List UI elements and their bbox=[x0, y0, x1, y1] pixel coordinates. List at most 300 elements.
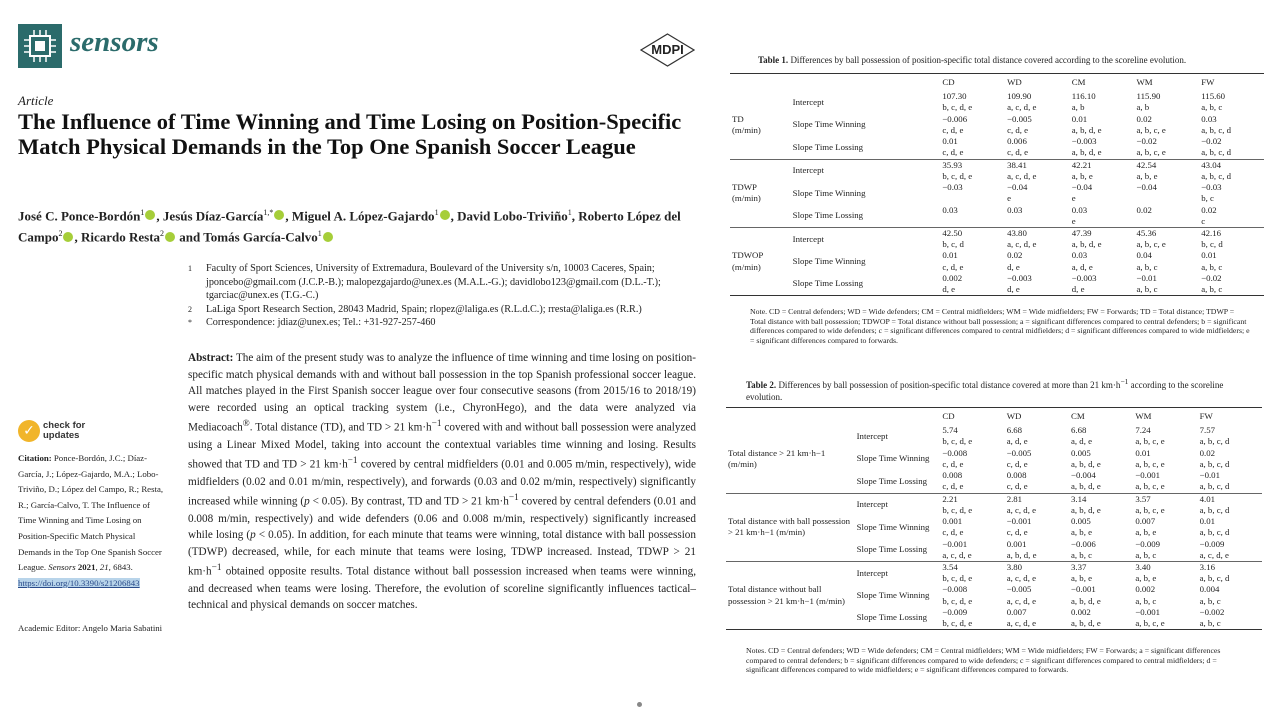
cell-significance: a, b, c bbox=[1071, 549, 1093, 560]
table-cell bbox=[1135, 136, 1200, 159]
cell-value: −0.005 bbox=[1006, 584, 1032, 595]
cell-significance: b, c, d, e bbox=[942, 618, 973, 629]
author-separator: and bbox=[176, 229, 204, 245]
table-cell bbox=[1070, 136, 1135, 159]
table-column-header: FW bbox=[1199, 411, 1213, 421]
cell-significance: a, b, c, d bbox=[1199, 458, 1230, 469]
abstract-text: . Total distance (TD), and TD > 21 km·h bbox=[249, 422, 432, 435]
table-cell bbox=[1005, 470, 1069, 493]
cell-significance: a, b, d, e bbox=[1071, 481, 1101, 492]
cell-value: 7.24 bbox=[1135, 425, 1151, 436]
table-cell bbox=[1069, 539, 1133, 562]
table2 bbox=[726, 407, 1262, 630]
cell-significance: a, b, c bbox=[1201, 284, 1223, 295]
abstract-text: covered by central defenders (0.01 and 0.008 m/min, respectively) and wide defenders (0.06 and 0.008 m/min, respectively) significantly increased while losing ( bbox=[188, 495, 696, 542]
table-group-label: Total distance without ball possession > 21 km·h−1 (m/min) bbox=[726, 561, 855, 629]
cell-value: 0.01 bbox=[1201, 250, 1217, 261]
author-list bbox=[18, 204, 698, 247]
table-header-empty bbox=[726, 408, 855, 426]
cell-value: 0.01 bbox=[942, 250, 958, 261]
author-name: David Lobo-Triviño bbox=[457, 208, 568, 224]
table-column-header: CD bbox=[942, 77, 955, 87]
cell-value: −0.001 bbox=[1006, 516, 1032, 527]
cell-value: 0.01 bbox=[1135, 447, 1151, 458]
cell-value: −0.009 bbox=[942, 606, 968, 617]
cell-value: −0.01 bbox=[1136, 272, 1157, 283]
table-cell bbox=[940, 470, 1004, 493]
table-column-header: CD bbox=[942, 411, 955, 421]
affiliation-mark: * bbox=[188, 318, 192, 328]
cell-value: −0.009 bbox=[1199, 538, 1225, 549]
table-cell bbox=[1198, 448, 1262, 471]
table-group-label: TD (m/min) bbox=[732, 113, 761, 135]
abstract-text: The aim of the present study was to analyze the influence of time winning and time losing on position-specific match physical demands with and without ball possession in the top Spanish professional soccer league. All matches played in the First Spanish soccer league over four consecutive seasons (from 2015/16 to 2018/19) were recorded using an optical tracking system (i.e., ChyronHego), and the data were analyzed via Mediacoach bbox=[188, 352, 696, 435]
author-affiliation-mark: 2 bbox=[160, 229, 165, 239]
orcid-icon[interactable] bbox=[145, 210, 155, 220]
cell-significance: a, b, c, e bbox=[1135, 504, 1165, 515]
table-cell bbox=[1133, 539, 1197, 562]
cell-significance: c, d, e bbox=[1006, 527, 1028, 538]
cell-value: 43.04 bbox=[1201, 159, 1222, 170]
author-name: Miguel A. López-Gajardo bbox=[291, 208, 435, 224]
table-cell bbox=[1135, 182, 1200, 205]
table-row bbox=[726, 425, 1262, 448]
cell-significance: a, b, c, e bbox=[1136, 147, 1166, 158]
cell-value: 0.006 bbox=[1007, 136, 1027, 147]
table-cell bbox=[1069, 516, 1133, 539]
check-for-updates-icon[interactable]: ✓ bbox=[18, 420, 40, 442]
cell-significance: b, c, d bbox=[1201, 239, 1223, 250]
cell-significance: a, b, c, e bbox=[1135, 618, 1165, 629]
cell-significance: a, b bbox=[1071, 102, 1085, 113]
table-header-empty bbox=[730, 74, 791, 92]
cell-significance bbox=[1137, 193, 1198, 204]
cell-significance: b, c, d, e bbox=[942, 573, 973, 584]
table-column-header: WM bbox=[1136, 77, 1153, 87]
cell-significance: a, b, c, d bbox=[1201, 170, 1232, 181]
abstract-text: obtained opposite results. Total distance without ball possession increased when teams were winning, and decreased when teams were losing. Therefore, the evolution of scoreline significantly influences tactical–technical and physical demands on soccer matches. bbox=[188, 566, 696, 612]
cell-value: 3.40 bbox=[1135, 561, 1151, 572]
cell-significance: a, b, c, d bbox=[1199, 504, 1230, 515]
table-cell bbox=[1005, 539, 1069, 562]
cell-significance: b, c, d, e bbox=[942, 504, 973, 515]
cell-value: 2.21 bbox=[942, 493, 958, 504]
cell-value: 115.90 bbox=[1136, 91, 1161, 102]
table-cell bbox=[1199, 182, 1264, 205]
cell-significance: a, b, c, d bbox=[1201, 147, 1232, 158]
affiliation bbox=[188, 316, 698, 330]
cell-value: −0.02 bbox=[1201, 272, 1222, 283]
cell-value: 0.01 bbox=[1071, 113, 1088, 124]
cell-significance: a, b, c, e bbox=[1135, 458, 1165, 469]
cell-value: 3.57 bbox=[1135, 493, 1151, 504]
cell-value: 0.02 bbox=[1136, 113, 1152, 124]
table-row bbox=[730, 273, 1264, 296]
table-cell bbox=[940, 227, 1005, 250]
article-type: Article bbox=[18, 93, 54, 108]
cell-significance: a, b, e bbox=[1071, 170, 1093, 181]
cell-value: 43.80 bbox=[1007, 227, 1027, 238]
cell-value: 42.21 bbox=[1071, 159, 1092, 170]
cell-value: −0.005 bbox=[1006, 447, 1032, 458]
cell-value: 0.001 bbox=[942, 516, 963, 527]
citation-year: 2021 bbox=[75, 562, 96, 573]
cell-significance: e bbox=[1071, 193, 1076, 204]
table-cell bbox=[1005, 273, 1070, 296]
abstract-italic-p: p bbox=[250, 529, 256, 542]
table-group-label: Total distance with ball possession > 21 km·h−1 (m/min) bbox=[726, 493, 855, 561]
abstract-text: covered with and without ball possession were analyzed using a Linear Mixed Model, taking into account the contextual variables time winning and losing. Results showed that TD and TD > 21 km·h bbox=[188, 422, 696, 472]
cell-value: 0.04 bbox=[1136, 250, 1152, 261]
sensors-logo-icon bbox=[18, 24, 62, 68]
cell-significance: c, d, e bbox=[942, 458, 964, 469]
table-term: Intercept bbox=[791, 159, 941, 182]
table-row bbox=[730, 205, 1264, 228]
cell-significance: a, b, e bbox=[1071, 573, 1093, 584]
table-cell bbox=[940, 425, 1004, 448]
table-term: Slope Time Winning bbox=[792, 119, 866, 130]
table-cell bbox=[1005, 159, 1070, 182]
cell-significance: a, c, d, e bbox=[1006, 618, 1036, 629]
cell-value: 42.50 bbox=[942, 227, 963, 238]
table-cell bbox=[940, 448, 1004, 471]
cell-significance: a, b, c, d bbox=[1199, 527, 1230, 538]
table-term: Slope Time Winning bbox=[792, 187, 866, 198]
cell-significance: a, b, e bbox=[1136, 170, 1158, 181]
cell-value: −0.006 bbox=[942, 113, 968, 124]
cell-significance bbox=[1007, 216, 1068, 227]
cell-significance: a, c, d, e bbox=[1007, 102, 1037, 113]
table1-label: Table 1. bbox=[758, 55, 789, 65]
cell-significance: c bbox=[1201, 215, 1206, 226]
cell-value: −0.005 bbox=[1007, 113, 1032, 124]
table-cell bbox=[1069, 493, 1133, 516]
table-cell bbox=[1069, 584, 1133, 607]
article-title: The Influence of Time Winning and Time Losing on Position-Specific Match Physical Demands in the Top One Spanish Soccer League bbox=[18, 109, 682, 159]
table-term: Slope Time Winning bbox=[856, 589, 930, 600]
cell-value: 0.03 bbox=[942, 204, 958, 215]
cell-significance: a, b, c, e bbox=[1135, 481, 1165, 492]
cell-value: −0.008 bbox=[942, 447, 968, 458]
affiliation-text: LaLiga Sport Research Section, 28043 Madrid, Spain; rlopez@laliga.es (R.L.d.C.); rresta@laliga.es (R.R.) bbox=[206, 303, 642, 315]
abstract-superscript: −1 bbox=[347, 456, 358, 467]
cell-significance: c, d, e bbox=[942, 261, 964, 272]
table-cell bbox=[1005, 448, 1069, 471]
cell-significance: a, b, c bbox=[1135, 595, 1157, 606]
table-row bbox=[730, 250, 1264, 273]
cell-significance: a, b, e bbox=[1071, 527, 1093, 538]
cell-value: −0.008 bbox=[942, 584, 968, 595]
table1 bbox=[730, 73, 1264, 296]
cell-value: 2.81 bbox=[1006, 493, 1023, 504]
orcid-icon[interactable] bbox=[323, 232, 333, 242]
table-cell bbox=[940, 91, 1005, 114]
cell-value: −0.03 bbox=[1201, 182, 1222, 193]
cell-value: −0.003 bbox=[1071, 136, 1097, 147]
table-cell bbox=[940, 273, 1005, 296]
table2-caption bbox=[746, 376, 1246, 403]
affiliation-mark: 1 bbox=[188, 264, 192, 273]
cell-value: −0.001 bbox=[1135, 470, 1161, 481]
cell-value: 0.03 bbox=[1201, 113, 1217, 124]
cell-significance: a, c, d, e bbox=[1007, 239, 1037, 250]
cell-significance: a, b, c bbox=[1201, 261, 1223, 272]
table-cell bbox=[940, 114, 1005, 137]
citation-pages: , 6843. bbox=[108, 562, 133, 573]
table-cell bbox=[1135, 114, 1200, 137]
cell-significance: c, d, e bbox=[942, 527, 964, 538]
cell-value: 0.02 bbox=[1007, 250, 1023, 261]
cell-value: 0.02 bbox=[1199, 447, 1216, 458]
table-cell bbox=[1069, 470, 1133, 493]
table-term: Slope Time Lossing bbox=[792, 141, 864, 152]
abstract-superscript: −1 bbox=[211, 563, 222, 574]
cell-significance: e bbox=[1007, 193, 1011, 204]
cell-significance: a, b, d, e bbox=[1071, 124, 1102, 135]
table-cell bbox=[1070, 182, 1135, 205]
table-cell bbox=[940, 493, 1004, 516]
cell-value: −0.002 bbox=[1199, 606, 1225, 617]
cell-significance: b, c, d, e bbox=[942, 436, 973, 447]
cell-value: −0.001 bbox=[1135, 606, 1161, 617]
cell-value: 42.54 bbox=[1136, 159, 1157, 170]
table-row bbox=[730, 136, 1264, 159]
table-cell bbox=[1005, 136, 1070, 159]
page-indicator-dot[interactable] bbox=[637, 702, 642, 707]
author-affiliation-mark: 1 bbox=[317, 229, 322, 239]
cell-value: 0.008 bbox=[942, 470, 963, 481]
cell-significance: c, d, e bbox=[1006, 458, 1028, 469]
table-cell bbox=[1135, 205, 1200, 228]
citation-doi-link[interactable]: https://doi.org/10.3390/s21206843 bbox=[18, 577, 140, 588]
cell-significance: c, d, e bbox=[1007, 147, 1029, 158]
table-term: Slope Time Lossing bbox=[856, 544, 928, 555]
cell-significance: a, b, d, e bbox=[1071, 618, 1101, 629]
table-cell bbox=[1199, 205, 1264, 228]
cell-significance: a, c, d, e bbox=[1006, 504, 1036, 515]
table-cell bbox=[1070, 159, 1135, 182]
table-cell bbox=[1070, 227, 1135, 250]
cell-value: −0.001 bbox=[1071, 584, 1096, 595]
author-name: Jesús Díaz-García bbox=[162, 208, 264, 224]
cell-significance: a, b, c bbox=[1136, 284, 1158, 295]
cell-value: −0.01 bbox=[1199, 470, 1220, 481]
table-cell bbox=[940, 539, 1004, 562]
table-cell bbox=[1005, 227, 1070, 250]
table-cell bbox=[1005, 91, 1070, 114]
cell-significance: a, b, c bbox=[1201, 102, 1223, 113]
table-term: Slope Time Lossing bbox=[792, 210, 864, 221]
cell-value: 0.004 bbox=[1199, 584, 1220, 595]
cell-value: −0.03 bbox=[942, 182, 963, 193]
table-term: Slope Time Lossing bbox=[792, 278, 864, 289]
cell-significance: a, c, d, e bbox=[1006, 573, 1036, 584]
abstract-superscript: −1 bbox=[431, 419, 442, 430]
abstract-superscript: −1 bbox=[508, 493, 519, 504]
cell-value: 116.10 bbox=[1071, 91, 1096, 102]
table-row bbox=[730, 114, 1264, 137]
table-cell bbox=[1005, 182, 1070, 205]
table-group-label: TDWOP (m/min) bbox=[730, 227, 791, 295]
cell-significance: a, b, d, e bbox=[1071, 239, 1102, 250]
table-cell bbox=[1069, 425, 1133, 448]
cell-significance: a, b, e bbox=[1135, 573, 1157, 584]
cell-significance: b, c, d bbox=[942, 239, 964, 250]
cell-significance bbox=[942, 193, 1003, 204]
table-cell bbox=[940, 561, 1004, 584]
citation-text: Ponce-Bordón, J.C.; Díaz-García, J.; López-Gajardo, M.A.; Lobo-Triviño, D.; López del Campo, R.; Resta, R.; García-Calvo, T. The Influence of Time Winning and Time Losing on Position-Specific Match Physical Demands in the Top One Spanish Soccer League. bbox=[18, 453, 164, 573]
table-row bbox=[730, 227, 1264, 250]
orcid-icon[interactable] bbox=[63, 232, 73, 242]
cell-significance: d, e bbox=[942, 284, 956, 295]
cell-significance: a, c, d, e bbox=[1007, 170, 1037, 181]
table-cell bbox=[1069, 448, 1133, 471]
cell-significance: a, b, d, e bbox=[1071, 504, 1101, 515]
table-cell bbox=[1005, 493, 1069, 516]
cell-value: −0.04 bbox=[1136, 182, 1157, 193]
cell-significance: a, b, c, e bbox=[1136, 124, 1166, 135]
cell-value: 6.68 bbox=[1071, 425, 1087, 436]
table2-caption-text-end: according to the scoreline evolution. bbox=[746, 380, 1224, 402]
cell-significance: d, e bbox=[1071, 284, 1085, 295]
cell-value: −0.04 bbox=[1007, 182, 1028, 193]
table-term: Slope Time Lossing bbox=[856, 612, 928, 623]
table-column-header: WD bbox=[1006, 411, 1022, 421]
table-cell bbox=[1069, 561, 1133, 584]
table-cell bbox=[1135, 159, 1200, 182]
table-cell bbox=[1133, 470, 1197, 493]
table-cell bbox=[940, 205, 1005, 228]
cell-value: 0.002 bbox=[942, 272, 963, 283]
table-cell bbox=[1005, 205, 1070, 228]
table-cell bbox=[1135, 250, 1200, 273]
table-cell bbox=[1198, 607, 1262, 630]
cell-value: 3.16 bbox=[1199, 561, 1216, 572]
table-cell bbox=[1199, 159, 1264, 182]
cell-value: −0.02 bbox=[1201, 136, 1222, 147]
cell-significance: a, b, d, e bbox=[1071, 458, 1101, 469]
table-cell bbox=[1070, 273, 1135, 296]
cell-value: 38.41 bbox=[1007, 159, 1027, 170]
table-cell bbox=[1070, 114, 1135, 137]
table-cell bbox=[940, 159, 1005, 182]
table-cell bbox=[940, 607, 1004, 630]
table-cell bbox=[1005, 607, 1069, 630]
abstract-text: < 0.05). By contrast, TD and TD > 21 km·h bbox=[309, 495, 509, 508]
table-row bbox=[730, 91, 1264, 114]
cell-significance: a, b, c, e bbox=[1135, 436, 1165, 447]
mdpi-logo-text: MDPI bbox=[651, 42, 684, 57]
cell-value: 0.03 bbox=[1071, 204, 1088, 215]
author-name: Tomás García-Calvo bbox=[203, 229, 318, 245]
table-cell bbox=[1199, 250, 1264, 273]
table-term: Slope Time Winning bbox=[792, 255, 866, 266]
table-group-label: Total distance > 21 km·h−1 (m/min) bbox=[728, 447, 826, 469]
abstract-italic-p: p bbox=[304, 495, 310, 508]
table-cell bbox=[1070, 205, 1135, 228]
table-cell bbox=[1133, 607, 1197, 630]
table-cell bbox=[1198, 561, 1262, 584]
cell-value: 0.002 bbox=[1071, 606, 1091, 617]
cell-value: 35.93 bbox=[942, 159, 963, 170]
cell-significance: c, d, e bbox=[942, 147, 964, 158]
cell-value: 0.01 bbox=[942, 136, 958, 147]
cell-significance: a, d, e bbox=[1071, 261, 1093, 272]
check-for-updates-link[interactable] bbox=[43, 421, 85, 441]
table-cell bbox=[1198, 584, 1262, 607]
table-cell bbox=[1199, 114, 1264, 137]
cell-value: −0.003 bbox=[1007, 272, 1032, 283]
table-cell bbox=[1133, 448, 1197, 471]
citation-label: Citation: bbox=[18, 453, 52, 463]
table-cell bbox=[1198, 470, 1262, 493]
table-row bbox=[726, 561, 1262, 584]
cell-significance: a, b, c, d bbox=[1199, 481, 1230, 492]
table1-caption-text: Differences by ball possession of position-specific total distance covered according to the scoreline evolution. bbox=[788, 55, 1187, 65]
table2-note: Notes. CD = Central defenders; WD = Wide defenders; CM = Central midfielders; WM = Wide midfielders; FW = Forwards; a = significant differences compared to central defenders; b = significant differences compared to wide defenders; c = significant differences compared to central midfielders; d = significant differences compared to wide midfielders; e = significant differences compared to forwards. bbox=[746, 646, 1221, 675]
cell-significance: a, c, d, e bbox=[1199, 549, 1229, 560]
cell-value: 0.03 bbox=[1071, 250, 1088, 261]
abstract-text: < 0.05). In addition, for each minute that teams were winning, total distance with ball possession (TDWP) decreased, while, for each minute that teams were losing, TDWP increased. Instead, TDWP > 21 km·h bbox=[188, 529, 696, 579]
orcid-icon[interactable] bbox=[440, 210, 450, 220]
cell-value: 0.007 bbox=[1006, 606, 1027, 617]
table-cell bbox=[1133, 516, 1197, 539]
table-cell bbox=[1069, 607, 1133, 630]
table2-caption-sup: −1 bbox=[1120, 377, 1129, 386]
cell-significance: e bbox=[1071, 215, 1076, 226]
table-cell bbox=[1199, 136, 1264, 159]
table-cell bbox=[1133, 425, 1197, 448]
table-cell bbox=[1198, 425, 1262, 448]
orcid-icon[interactable] bbox=[274, 210, 284, 220]
cell-significance: a, b, d, e bbox=[1071, 595, 1101, 606]
orcid-icon[interactable] bbox=[165, 232, 175, 242]
table2-caption-text: Differences by ball possession of position-specific total distance covered at more than 21 km·h bbox=[776, 380, 1121, 390]
abstract-registered-mark: ® bbox=[242, 419, 250, 430]
author-separator: , bbox=[450, 208, 458, 224]
cell-significance: b, c, d, e bbox=[942, 170, 973, 181]
cell-value: 0.005 bbox=[1071, 447, 1091, 458]
abstract-text: covered by central midfielders (0.01 and 0.005 m/min, respectively), wide midfielders (0.02 and 0.01 m/min, respectively), and forwards (0.03 and 0.02 m/min, respectively) significantly increased while winning ( bbox=[188, 459, 696, 508]
author-affiliation-mark: 1 bbox=[434, 208, 439, 217]
table-cell bbox=[1133, 561, 1197, 584]
table-row bbox=[730, 182, 1264, 205]
cell-value: 4.01 bbox=[1199, 493, 1216, 504]
cell-value: 107.30 bbox=[942, 91, 967, 102]
table-column-header: WM bbox=[1135, 411, 1152, 421]
affiliations bbox=[188, 262, 698, 330]
cell-significance: b, c, d, e bbox=[942, 102, 973, 113]
table-cell bbox=[1198, 493, 1262, 516]
table-cell bbox=[940, 136, 1005, 159]
cell-value: 0.01 bbox=[1199, 516, 1216, 527]
cell-significance: a, d, e bbox=[1006, 436, 1028, 447]
table-column-header: FW bbox=[1201, 77, 1215, 87]
cell-significance: a, b, c, d bbox=[1199, 436, 1230, 447]
cell-value: 45.36 bbox=[1136, 227, 1157, 238]
cell-significance: a, b, c, d bbox=[1201, 124, 1232, 135]
table-cell bbox=[1135, 91, 1200, 114]
cell-value: 5.74 bbox=[942, 425, 958, 436]
table-cell bbox=[940, 584, 1004, 607]
cell-significance: c, d, e bbox=[1007, 124, 1029, 135]
table-term: Intercept bbox=[856, 430, 888, 441]
table1-note: Note. CD = Central defenders; WD = Wide defenders; CM = Central midfielders; WM = Wide midfielders; FW = Forwards; TD = Total distance; TDWP = Total distance with ball possession; TDWOP = Total distance without ball possession; a = significant differences compared to central defenders; b = significant differences compared to wide defenders; c = significant differences compared to central midfielders; d = significant differences compared to wide midfielders; e = significant differences compared to forwards. bbox=[750, 307, 1250, 345]
cell-value: 3.80 bbox=[1006, 561, 1023, 572]
affiliation bbox=[188, 262, 698, 303]
table-cell bbox=[1135, 227, 1200, 250]
cell-significance bbox=[942, 216, 1003, 227]
